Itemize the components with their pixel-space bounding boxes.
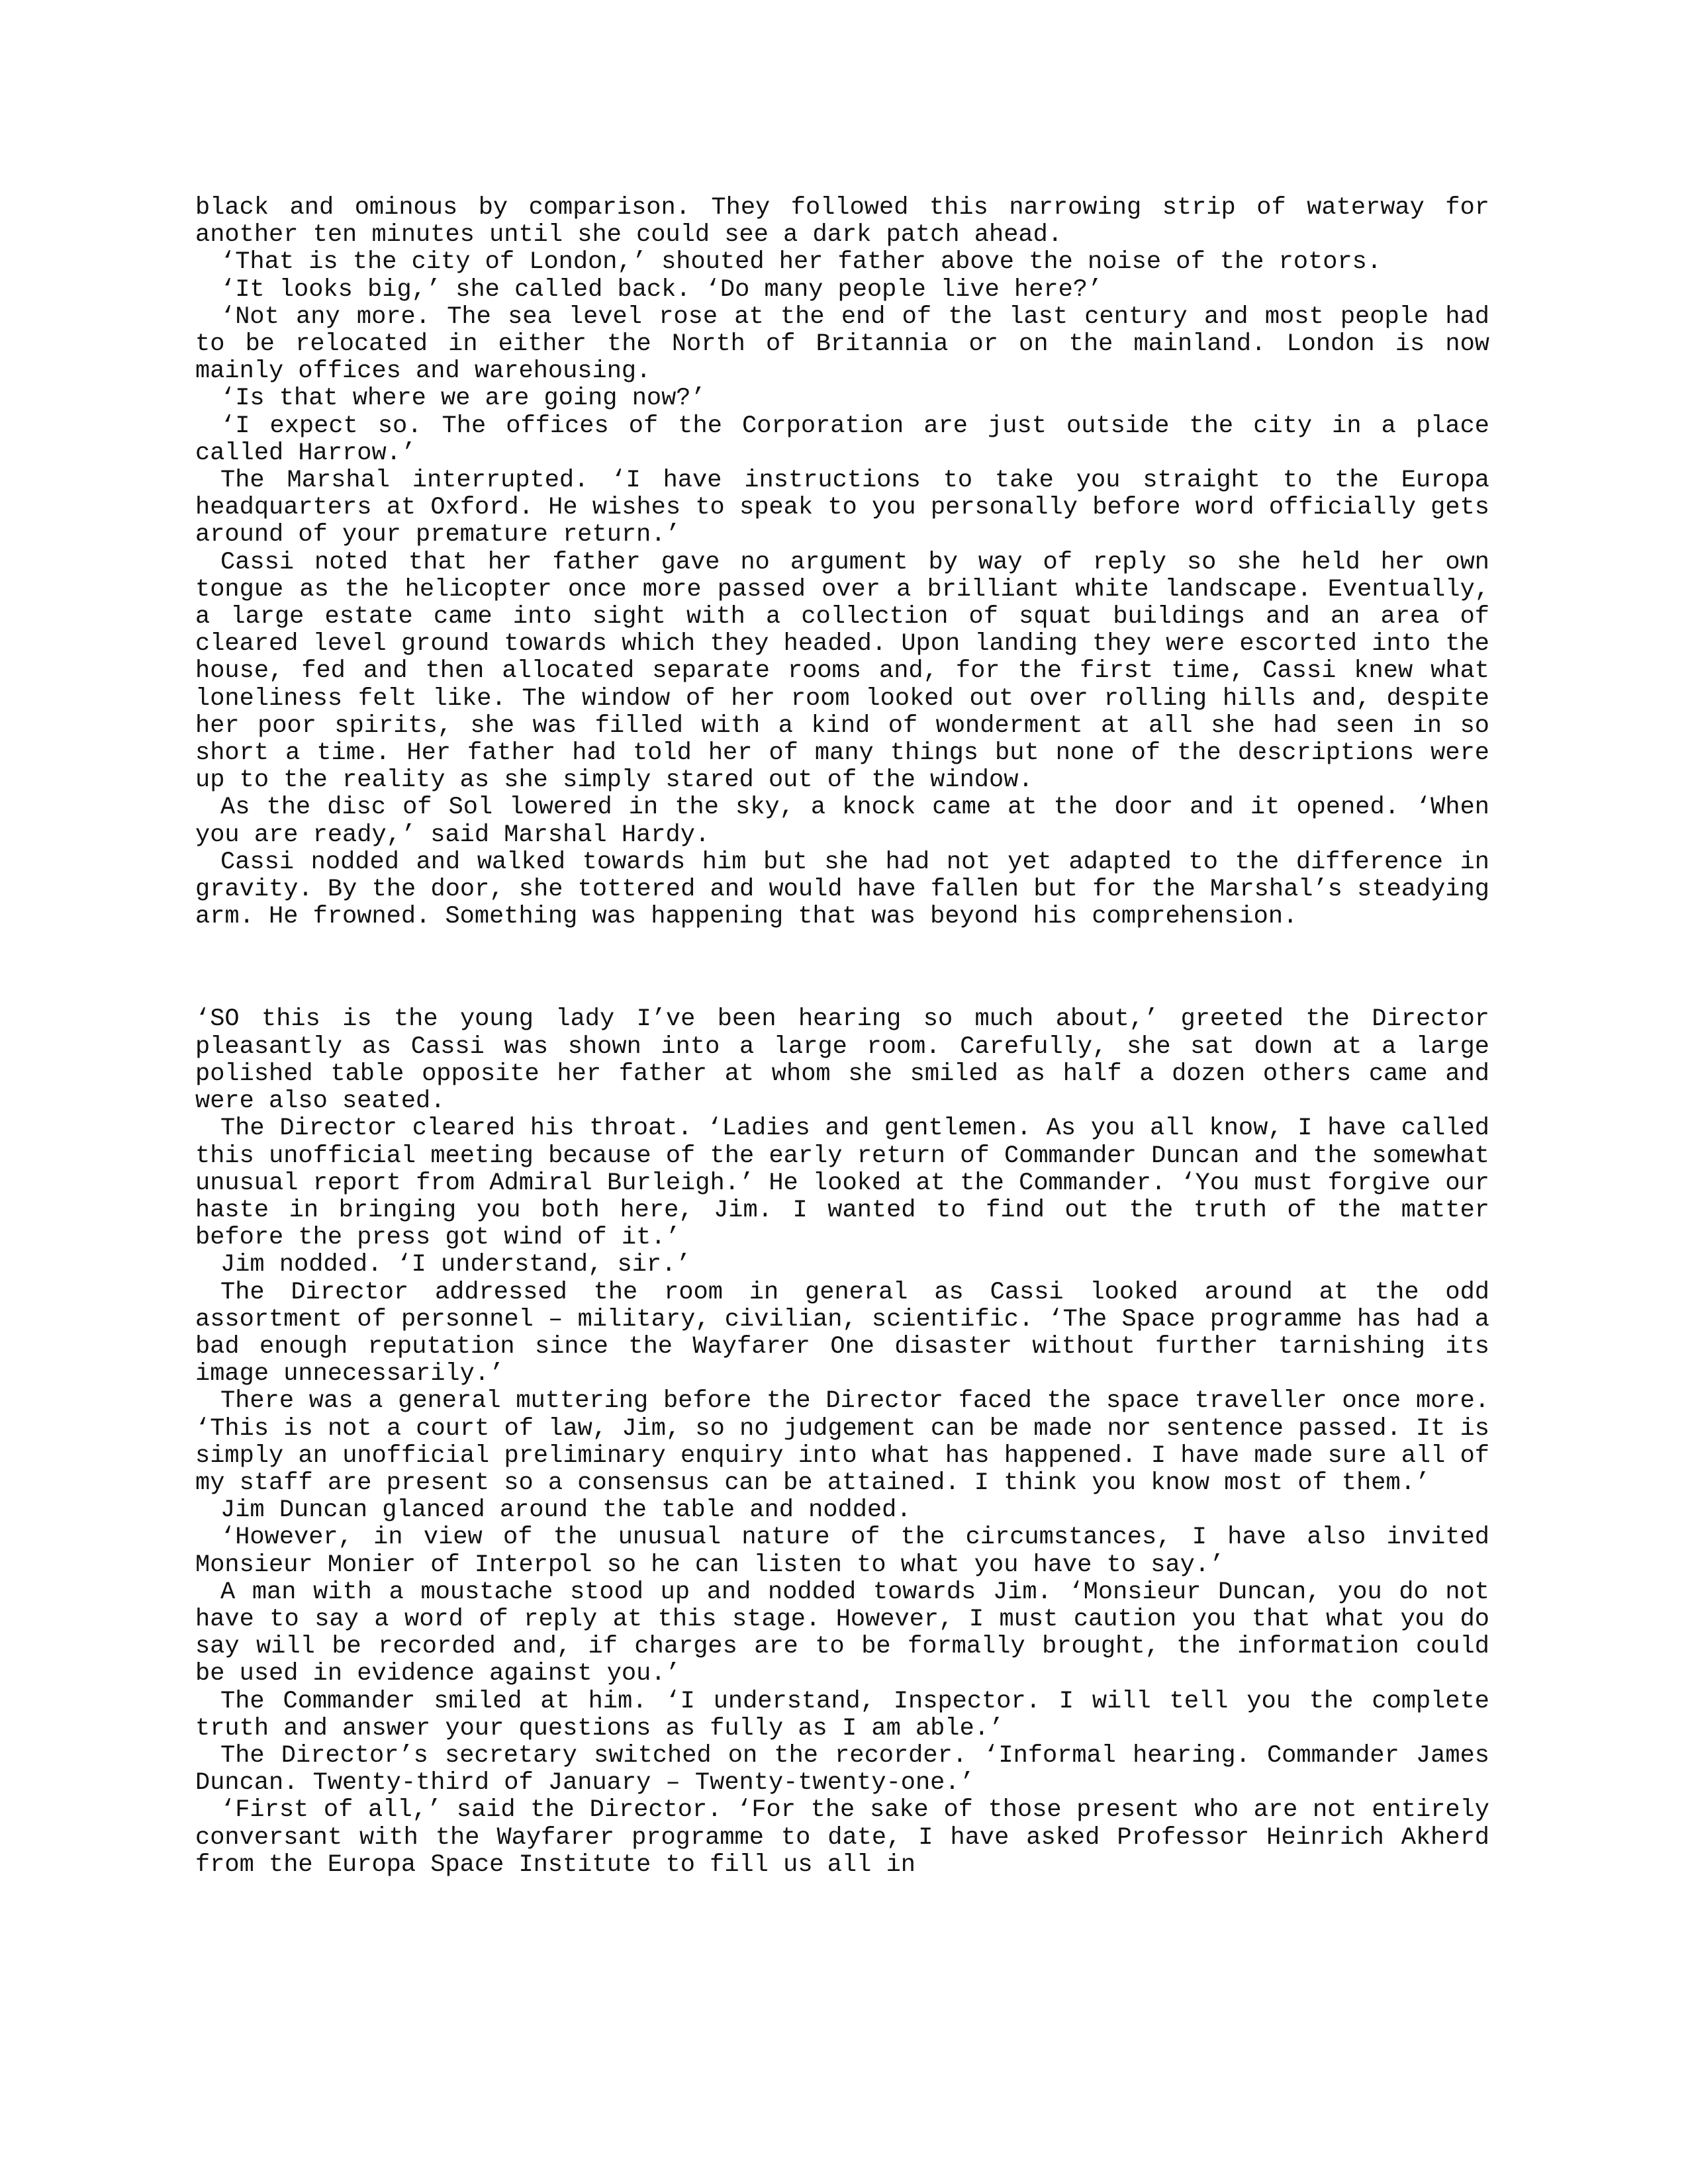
paragraph: The Commander smiled at him. ‘I understand, Inspector. I will tell you the complete truth and answer your questions as fully as I am able.’ bbox=[195, 1687, 1489, 1743]
paragraph: ‘That is the city of London,’ shouted her father above the noise of the rotors. bbox=[220, 248, 1382, 277]
paragraph: ‘It looks big,’ she called back. ‘Do many people live here?’ bbox=[220, 275, 1103, 304]
paragraph: There was a general muttering before the Director faced the space traveller once more. ‘This is not a court of law, Jim, so no judgement can be made nor sentence passed. It is simply an unofficial preliminary enquiry into what has happened. I have made sure all of my staff are present so a consensus can be attained. I think you know most of them.’ bbox=[195, 1387, 1489, 1497]
paragraph: ‘Not any more. The sea level rose at the end of the last century and most people had to be relocated in either the North of Britannia or on the mainland. London is now mainly offices and warehousing. bbox=[195, 302, 1489, 386]
paragraph: The Director addressed the room in general as Cassi looked around at the odd assortment of personnel – military, civilian, scientific. ‘The Space programme has had a bad enough reputation since the Wayfarer One disaster without further tarnishing its image unnecessarily.’ bbox=[195, 1278, 1489, 1388]
paragraph: Jim Duncan glanced around the table and nodded. bbox=[220, 1496, 912, 1525]
paragraph: ‘However, in view of the unusual nature of the circumstances, I have also invited Monsieur Monier of Interpol so he can listen to what you have to say.’ bbox=[195, 1524, 1489, 1579]
paragraph: The Director’s secretary switched on the recorder. ‘Informal hearing. Commander James Duncan. Twenty-third of January – Twenty-twenty-one.’ bbox=[195, 1741, 1489, 1797]
paragraph: ‘I expect so. The offices of the Corporation are just outside the city in a place called Harrow.’ bbox=[195, 412, 1489, 467]
paragraph: As the disc of Sol lowered in the sky, a knock came at the door and it opened. ‘When you are ready,’ said Marshal Hardy. bbox=[195, 794, 1489, 849]
page-text bbox=[195, 195, 1489, 1879]
section-break bbox=[195, 931, 1489, 1006]
paragraph: ‘First of all,’ said the Director. ‘For the sake of those present who are not entirely conversant with the Wayfarer programme to date, I have asked Professor Heinrich Akherd from the Europa Space Institute to fill us all in bbox=[195, 1796, 1489, 1879]
paragraph: The Director cleared his throat. ‘Ladies and gentlemen. As you all know, I have called this unofficial meeting because of the early return of Commander Duncan and the somewhat unusual report from Admiral Burleigh.’ He looked at the Commander. ‘You must forgive our haste in bringing you both here, Jim. I wanted to find out the truth of the matter before the press got wind of it.’ bbox=[195, 1115, 1489, 1252]
paragraph: ‘SO this is the young lady I’ve been hearing so much about,’ greeted the Director pleasantly as Cassi was shown into a large room. Carefully, she sat down at a large polished table opposite her father at whom she smiled as half a dozen others came and were also seated. bbox=[195, 1005, 1489, 1116]
paragraph: A man with a moustache stood up and nodded towards Jim. ‘Monsieur Duncan, you do not have to say a word of reply at this stage. However, I must caution you that what you do say will be recorded and, if charges are to be formally brought, the information could be used in evidence against you.’ bbox=[195, 1578, 1489, 1688]
paragraph: The Marshal interrupted. ‘I have instructions to take you straight to the Europa headquarters at Oxford. He wishes to speak to you personally before word officially gets around of your premature return.’ bbox=[195, 467, 1489, 549]
paragraph: Jim nodded. ‘I understand, sir.’ bbox=[220, 1251, 691, 1279]
paragraph: black and ominous by comparison. They followed this narrowing strip of waterway for another ten minutes until she could see a dark patch ahead. bbox=[195, 194, 1489, 250]
paragraph: Cassi nodded and walked towards him but she had not yet adapted to the difference in gravity. By the door, she tottered and would have fallen but for the Marshal’s steadying arm. He frowned. Something was happening that was beyond his comprehension. bbox=[195, 848, 1489, 931]
paragraph: Cassi noted that her father gave no argument by way of reply so she held her own tongue as the helicopter once more passed over a brilliant white landscape. Eventually, a large estate came into sight with a collection of squat buildings and an area of cleared level ground towards which they headed. Upon landing they were escorted into the house, fed and then allocated separate rooms and, for the first time, Cassi knew what loneliness felt like. The window of her room looked out over rolling hills and, despite her poor spirits, she was filled with a kind of wonderment at all she had seen in so short a time. Her father had told her of many things but none of the descriptions were up to the reality as she simply stared out of the window. bbox=[195, 548, 1489, 795]
paragraph: ‘Is that where we are going now?’ bbox=[220, 385, 706, 413]
